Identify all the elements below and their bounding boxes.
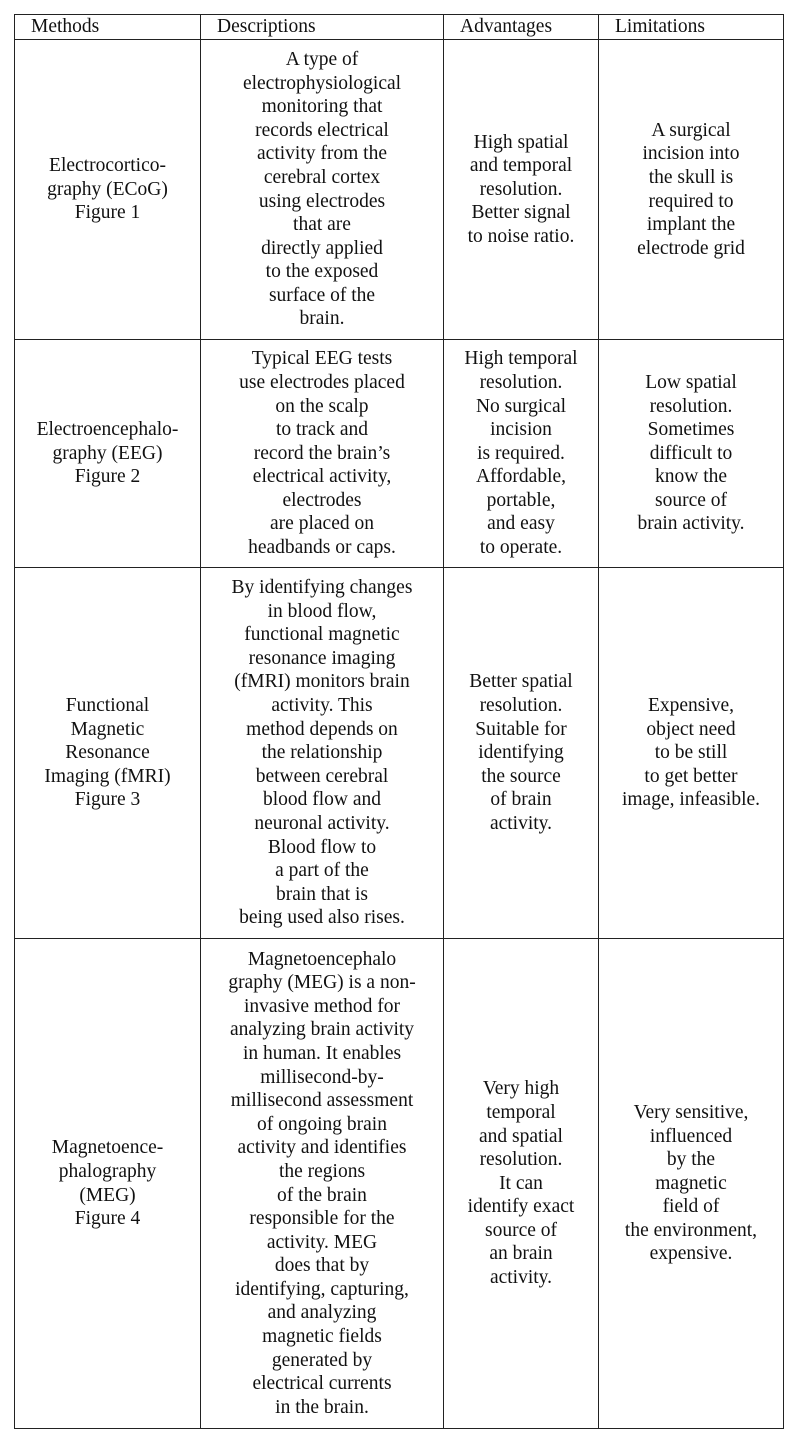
table-header-row	[15, 15, 784, 40]
description-cell: Magnetoencephalo graphy (MEG) is a non- invasive method for analyzing brain activity in human. It enables millisecond-by- millisecond assessment of ongoing brain activity and identifies the regions of the brain responsible for the activity. MEG does that by identifying, capturing, and analyzing magnetic fields generated by electrical currents in the brain.	[201, 939, 444, 1429]
description-cell: A type of electrophysiological monitoring that records electrical activity from the cerebral cortex using electrodes that are directly applied to the exposed surface of the brain.	[201, 40, 444, 340]
advantages-cell: High temporal resolution. No surgical incision is required. Affordable, portable, and easy to operate.	[444, 340, 599, 568]
limitations-cell: A surgical incision into the skull is required to implant the electrode grid	[599, 40, 784, 340]
limitations-cell: Expensive, object need to be still to get better image, infeasible.	[599, 568, 784, 939]
header-methods: Methods	[15, 15, 201, 40]
header-limitations: Limitations	[599, 15, 784, 40]
table-row-meg	[15, 939, 784, 1429]
table-row-fmri	[15, 568, 784, 939]
header-advantages: Advantages	[444, 15, 599, 40]
advantages-cell: High spatial and temporal resolution. Better signal to noise ratio.	[444, 40, 599, 340]
table-row-ecog	[15, 40, 784, 340]
description-cell: Typical EEG tests use electrodes placed on the scalp to track and record the brain’s electrical activity, electrodes are placed on headbands or caps.	[201, 340, 444, 568]
method-cell: Magnetoence- phalography (MEG) Figure 4	[15, 939, 201, 1429]
method-cell: Functional Magnetic Resonance Imaging (fMRI) Figure 3	[15, 568, 201, 939]
description-cell: By identifying changes in blood flow, functional magnetic resonance imaging (fMRI) monitors brain activity. This method depends on the relationship between cerebral blood flow and neuronal activity. Blood flow to a part of the brain that is being used also rises.	[201, 568, 444, 939]
table-row-eeg	[15, 340, 784, 568]
limitations-cell: Low spatial resolution. Sometimes difficult to know the source of brain activity.	[599, 340, 784, 568]
advantages-cell: Better spatial resolution. Suitable for identifying the source of brain activity.	[444, 568, 599, 939]
advantages-cell: Very high temporal and spatial resolution. It can identify exact source of an brain activity.	[444, 939, 599, 1429]
methods-comparison-table	[14, 14, 784, 1429]
limitations-cell: Very sensitive, influenced by the magnetic field of the environment, expensive.	[599, 939, 784, 1429]
method-cell: Electroencephalo- graphy (EEG) Figure 2	[15, 340, 201, 568]
method-cell: Electrocortico- graphy (ECoG) Figure 1	[15, 40, 201, 340]
header-descriptions: Descriptions	[201, 15, 444, 40]
